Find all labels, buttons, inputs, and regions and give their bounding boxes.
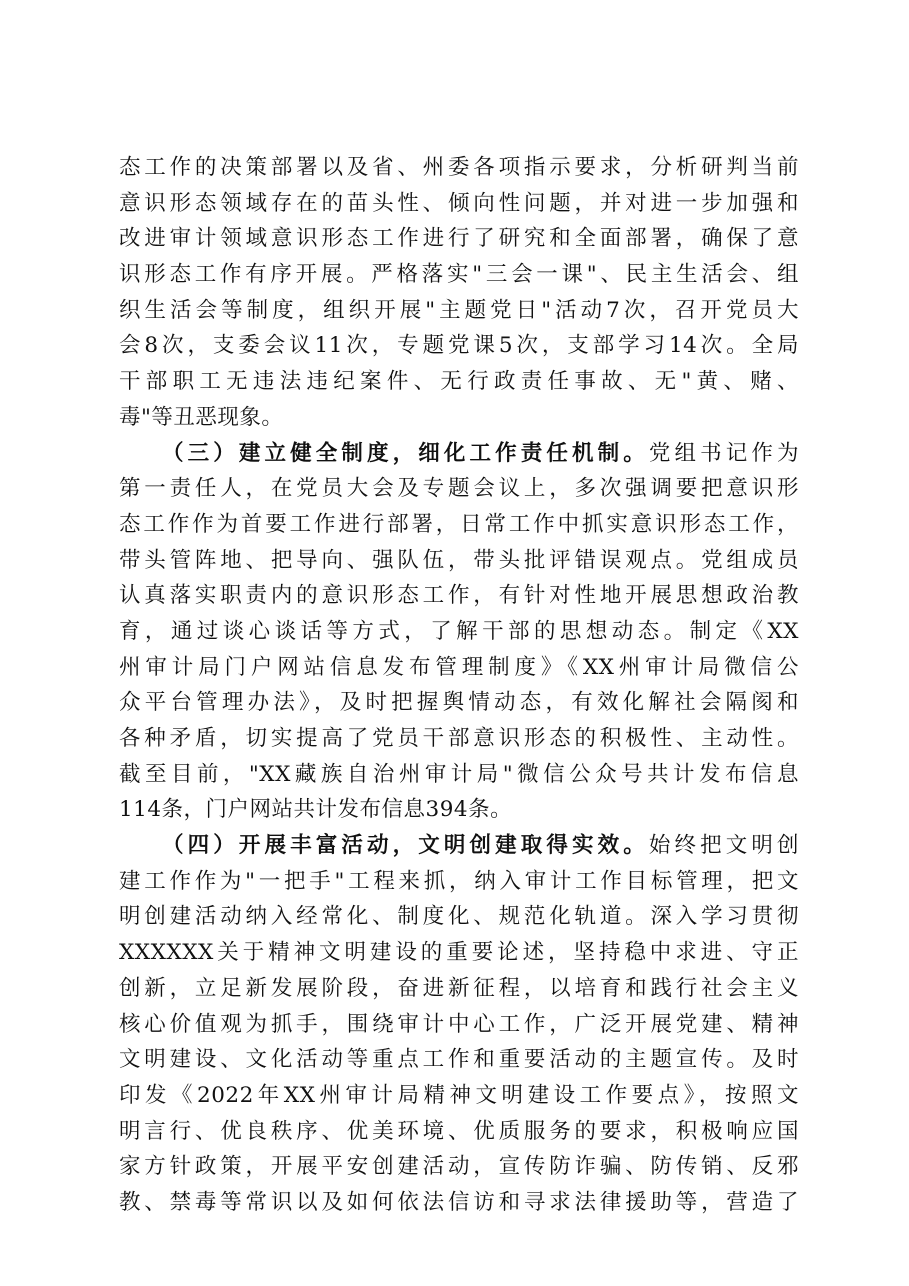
paragraph-line: 明创建活动纳入经常化、制度化、规范化轨道。深入学习贯彻 [119,904,799,930]
paragraph-line: XXXXXX关于精神文明建设的重要论述，坚持稳中求进、守正 [119,940,799,966]
paragraph-line: 文明建设、文化活动等重点工作和重要活动的主题宣传。及时 [119,1047,799,1073]
paragraph-line [119,828,799,864]
paragraph-line: 带头管阵地、把导向、强队伍，带头批评错误观点。党组成员 [119,547,799,573]
paragraph-line: 创新，立足新发展阶段，奋进新征程，以培育和践行社会主义 [119,975,799,1001]
paragraph-line: 114条，门户网站共计发布信息394条。 [119,797,513,823]
paragraph-line: 认真落实职责内的意识形态工作，有针对性地开展思想政治教 [119,583,799,609]
paragraph-line: 印发《2022年XX州审计局精神文明建设工作要点》，按照文 [119,1082,799,1108]
paragraph-line: 明言行、优良秩序、优美环境、优质服务的要求，积极响应国 [119,1118,799,1144]
paragraph-line: 干部职工无违法违纪案件、无行政责任事故、无"黄、赌、 [119,369,799,395]
paragraph-line: 织生活会等制度，组织开展"主题党日"活动7次，召开党员大 [119,297,799,323]
paragraph-line: 改进审计领域意识形态工作进行了研究和全面部署，确保了意 [119,226,799,252]
paragraph-line: 建工作作为"一把手"工程来抓，纳入审计工作目标管理，把文 [119,868,799,894]
paragraph-line: 第一责任人，在党员大会及专题会议上，多次强调要把意识形 [119,476,799,502]
paragraph-line: 教、禁毒等常识以及如何依法信访和寻求法律援助等，营造了 [119,1189,799,1215]
document-body [119,150,799,1221]
paragraph-line [119,436,799,472]
paragraph-line: 意识形态领域存在的苗头性、倾向性问题，并对进一步加强和 [119,190,799,216]
paragraph-line: 州审计局门户网站信息发布管理制度》《XX州审计局微信公 [119,654,799,680]
paragraph-line: 态工作的决策部署以及省、州委各项指示要求，分析研判当前 [119,155,799,180]
paragraph-line: 识形态工作有序开展。严格落实"三会一课"、民主生活会、组 [119,262,799,288]
section-heading: （三）建立健全制度，细化工作责任机制。 [162,440,649,466]
paragraph-line: 核心价值观为抓手，围绕审计中心工作，广泛开展党建、精神 [119,1011,799,1037]
paragraph-line: 截至目前，"XX藏族自治州审计局"微信公众号共计发布信息 [119,761,799,787]
paragraph-line: 会8次，支委会议11次，专题党课5次，支部学习14次。全局 [119,333,799,359]
paragraph-line: 众平台管理办法》，及时把握舆情动态，有效化解社会隔阂和 [119,690,799,716]
paragraph-line: 各种矛盾，切实提高了党员干部意识形态的积极性、主动性。 [119,726,799,751]
paragraph-line: 育，通过谈心谈话等方式，了解干部的思想动态。制定《XX [119,618,799,644]
paragraph-text: 党组书记作为 [648,440,799,466]
paragraph-line: 家方针政策，开展平安创建活动，宣传防诈骗、防传销、反邪 [119,1154,799,1180]
paragraph-line: 毒"等丑恶现象。 [119,404,284,430]
paragraph-text: 始终把文明创 [648,833,799,859]
paragraph-line: 态工作作为首要工作进行部署，日常工作中抓实意识形态工作， [119,511,799,537]
section-heading: （四）开展丰富活动，文明创建取得实效。 [162,833,649,859]
